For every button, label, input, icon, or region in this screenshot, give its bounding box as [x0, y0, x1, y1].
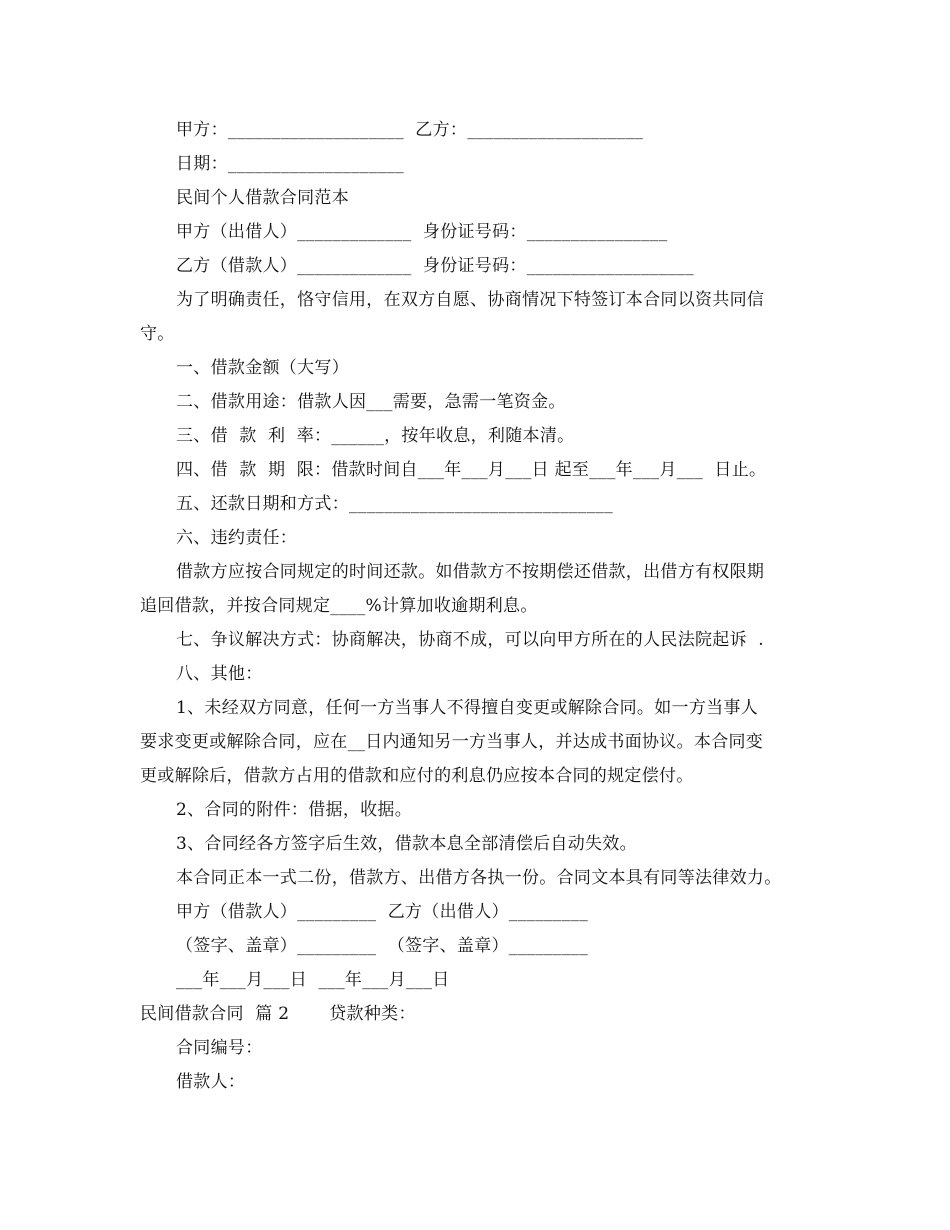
clause-8-heading: 八、其他：: [176, 664, 263, 684]
signature-line-parties: 甲方：____________________ 乙方：____________________: [176, 120, 644, 140]
signature-dates: ___年___月___日 ___年___月___日: [176, 970, 450, 990]
clause-6-heading: 六、违约责任：: [176, 528, 298, 548]
clause-4-term: 四、借 款 期 限：借款时间自___年___月___日 起至___年___月___ 日止。: [176, 460, 767, 480]
clause-5-repayment: 五、还款日期和方式：______________________________: [176, 494, 613, 514]
borrower-id-line: 乙方（借款人）_____________ 身份证号码：___________________: [176, 256, 694, 276]
contract-number-label: 合同编号：: [176, 1038, 263, 1058]
preamble-line-1: 为了明确责任，恪守信用，在双方自愿、协商情况下特签订本合同以资共同信: [176, 290, 765, 310]
date-line: 日期：____________________: [176, 154, 404, 174]
borrower-label: 借款人：: [176, 1072, 246, 1092]
clause-2-purpose: 二、借款用途：借款人因___需要，急需一笔资金。: [176, 392, 566, 412]
clause-8-item-1-line-2: 要求变更或解除合同，应在__日内通知另一方当事人，并达成书面协议。本合同变: [140, 732, 764, 752]
lender-id-line: 甲方（出借人）_____________ 身份证号码：________________: [176, 222, 668, 242]
clause-6-text-1: 借款方应按合同规定的时间还款。如借款方不按期偿还借款，出借方有权限期: [176, 562, 765, 582]
clause-8-item-1-line-1: 1、未经双方同意，任何一方当事人不得擅自变更或解除合同。如一方当事人: [176, 698, 759, 718]
clause-8-item-3: 3、合同经各方签字后生效，借款本息全部清偿后自动失效。: [176, 834, 637, 854]
section-2-heading: 民间借款合同 篇 2 贷款种类：: [140, 1004, 416, 1024]
signature-seal: （签字、盖章）_________ （签字、盖章）_________: [176, 936, 589, 956]
clause-6-text-2: 追回借款，并按合同规定____%计算加收逾期利息。: [140, 596, 538, 616]
copies-statement: 本合同正本一式二份，借款方、出借方各执一份。合同文本具有同等法律效力。: [176, 868, 782, 888]
clause-3-rate: 三、借 款 利 率：______，按年收息，利随本清。: [176, 426, 575, 446]
contract-title: 民间个人借款合同范本: [176, 188, 349, 208]
clause-8-item-2: 2、合同的附件：借据，收据。: [176, 800, 413, 820]
clause-8-item-1-line-3: 更或解除后，借款方占用的借款和应付的利息仍应按本合同的规定偿付。: [140, 766, 694, 786]
preamble-line-2: 守。: [140, 324, 175, 344]
clause-1-amount: 一、借款金额（大写）: [176, 358, 349, 378]
signature-parties: 甲方（借款人）_________ 乙方（出借人）_________: [176, 902, 589, 922]
clause-7-dispute: 七、争议解决方式：协商解决，协商不成，可以向甲方所在的人民法院起诉 .: [176, 630, 765, 650]
